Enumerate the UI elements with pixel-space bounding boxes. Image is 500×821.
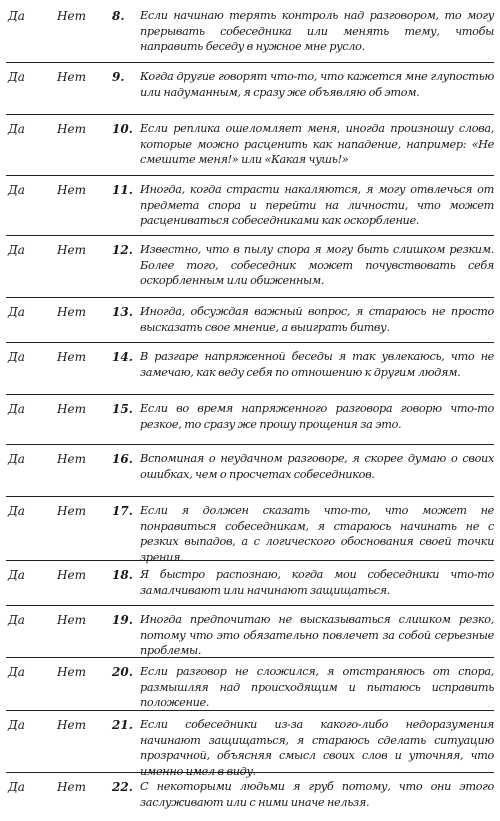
- answer-yes-option[interactable]: Да: [8, 665, 25, 679]
- question-row: [6, 561, 494, 606]
- question-text: Я быстро распознаю, когда мои собеседники что-то замалчивают или начинают защищаться.: [140, 568, 494, 597]
- question-number: 11.: [112, 183, 133, 197]
- answer-no-option[interactable]: Нет: [57, 665, 86, 679]
- question-text: Если начинаю терять контроль над разговором, то могу прерывать собеседника или менять тему, чтобы направить беседу в нужное мне русло.: [140, 9, 494, 54]
- answer-no-option[interactable]: Нет: [57, 305, 86, 319]
- answer-yes-option[interactable]: Да: [8, 243, 25, 257]
- answer-yes-option[interactable]: Да: [8, 305, 25, 319]
- answer-no-option[interactable]: Нет: [57, 350, 86, 364]
- question-number: 18.: [112, 568, 133, 582]
- question-text: В разгаре напряженной беседы я так увлекаюсь, что не замечаю, как веду себя по отношению к другим людям.: [140, 350, 494, 379]
- question-text: Вспоминая о неудачном разговоре, я скорее думаю о своих ошибках, чем о просчетах собеседников.: [140, 452, 494, 481]
- answer-yes-option[interactable]: Да: [8, 452, 25, 466]
- question-number: 15.: [112, 402, 133, 416]
- answer-yes-option[interactable]: Да: [8, 718, 25, 732]
- question-number: 22.: [112, 780, 133, 794]
- answer-no-option[interactable]: Нет: [57, 504, 86, 518]
- question-row: [6, 63, 494, 115]
- answer-yes-option[interactable]: Да: [8, 780, 25, 794]
- answer-yes-option[interactable]: Да: [8, 504, 25, 518]
- question-number: 19.: [112, 613, 133, 627]
- question-number: 13.: [112, 305, 133, 319]
- answer-no-option[interactable]: Нет: [57, 243, 86, 257]
- question-text: Если я должен сказать что-то, что может не понравиться собеседникам, я стараюсь начинать не с резких выпадов, а с логического обоснования своей точки зрения.: [140, 504, 494, 564]
- question-text: Известно, что в пылу спора я могу быть слишком резким. Более того, собеседник может почувствовать себя оскорбленным или обиженным.: [140, 243, 494, 288]
- answer-no-option[interactable]: Нет: [57, 70, 86, 84]
- question-row: [6, 395, 494, 445]
- question-text: Иногда предпочитаю не высказываться слишком резко, потому что это обязательно повлечет за собой серьезные проблемы.: [140, 613, 494, 658]
- answer-no-option[interactable]: Нет: [57, 718, 86, 732]
- question-text: Иногда, когда страсти накаляются, я могу отвлечься от предмета спора и перейти на личности, что может расцениваться собеседниками как оскорбление.: [140, 183, 494, 228]
- question-number: 10.: [112, 122, 133, 136]
- answer-no-option[interactable]: Нет: [57, 183, 86, 197]
- question-number: 12.: [112, 243, 133, 257]
- question-number: 16.: [112, 452, 133, 466]
- question-row: [6, 236, 494, 298]
- answer-no-option[interactable]: Нет: [57, 780, 86, 794]
- question-number: 8.: [112, 9, 125, 23]
- answer-yes-option[interactable]: Да: [8, 568, 25, 582]
- question-text: Если реплика ошеломляет меня, иногда произношу слова, которые можно расценить как нападение, например: «Не смешите меня!» или «Какая чушь!»: [140, 122, 494, 167]
- question-row: [6, 176, 494, 236]
- question-number: 21.: [112, 718, 133, 732]
- question-text: С некоторыми людьми я груб потому, что они этого заслуживают или с ними иначе нельзя.: [140, 780, 494, 809]
- question-number: 9.: [112, 70, 125, 84]
- question-row: [6, 298, 494, 343]
- answer-yes-option[interactable]: Да: [8, 350, 25, 364]
- answer-yes-option[interactable]: Да: [8, 9, 25, 23]
- answer-yes-option[interactable]: Да: [8, 70, 25, 84]
- question-row: [6, 497, 494, 564]
- question-number: 14.: [112, 350, 133, 364]
- answer-no-option[interactable]: Нет: [57, 402, 86, 416]
- answer-no-option[interactable]: Нет: [57, 613, 86, 627]
- answer-yes-option[interactable]: Да: [8, 122, 25, 136]
- question-row: [6, 343, 494, 395]
- question-row: [6, 658, 494, 711]
- question-text: Если собеседники из-за какого-либо недоразумения начинают защищаться, я стараюсь сделать ситуацию прозрачной, объясняя смысл своих слов и уточняя, что именно имел в виду.: [140, 718, 494, 778]
- question-text: Если разговор не сложился, я отстраняюсь от спора, размышляя над происходящим и пытаюсь исправить положение.: [140, 665, 494, 710]
- question-text: Иногда, обсуждая важный вопрос, я стараюсь не просто высказать свое мнение, а выиграть битву.: [140, 305, 494, 334]
- answer-yes-option[interactable]: Да: [8, 613, 25, 627]
- answer-yes-option[interactable]: Да: [8, 402, 25, 416]
- question-text: Если во время напряженного разговора говорю что-то резкое, то сразу же прошу прощения за это.: [140, 402, 494, 431]
- question-number: 17.: [112, 504, 133, 518]
- question-row: [6, 773, 494, 821]
- answer-no-option[interactable]: Нет: [57, 452, 86, 466]
- question-row: [6, 115, 494, 176]
- question-row: [6, 445, 494, 497]
- answer-yes-option[interactable]: Да: [8, 183, 25, 197]
- question-row: [6, 2, 494, 63]
- question-row: [6, 711, 494, 778]
- question-row: [6, 606, 494, 658]
- answer-no-option[interactable]: Нет: [57, 568, 86, 582]
- answer-no-option[interactable]: Нет: [57, 122, 86, 136]
- question-text: Когда другие говорят что-то, что кажется мне глупостью или надуманным, я сразу же объявляю об этом.: [140, 70, 494, 99]
- question-number: 20.: [112, 665, 133, 679]
- answer-no-option[interactable]: Нет: [57, 9, 86, 23]
